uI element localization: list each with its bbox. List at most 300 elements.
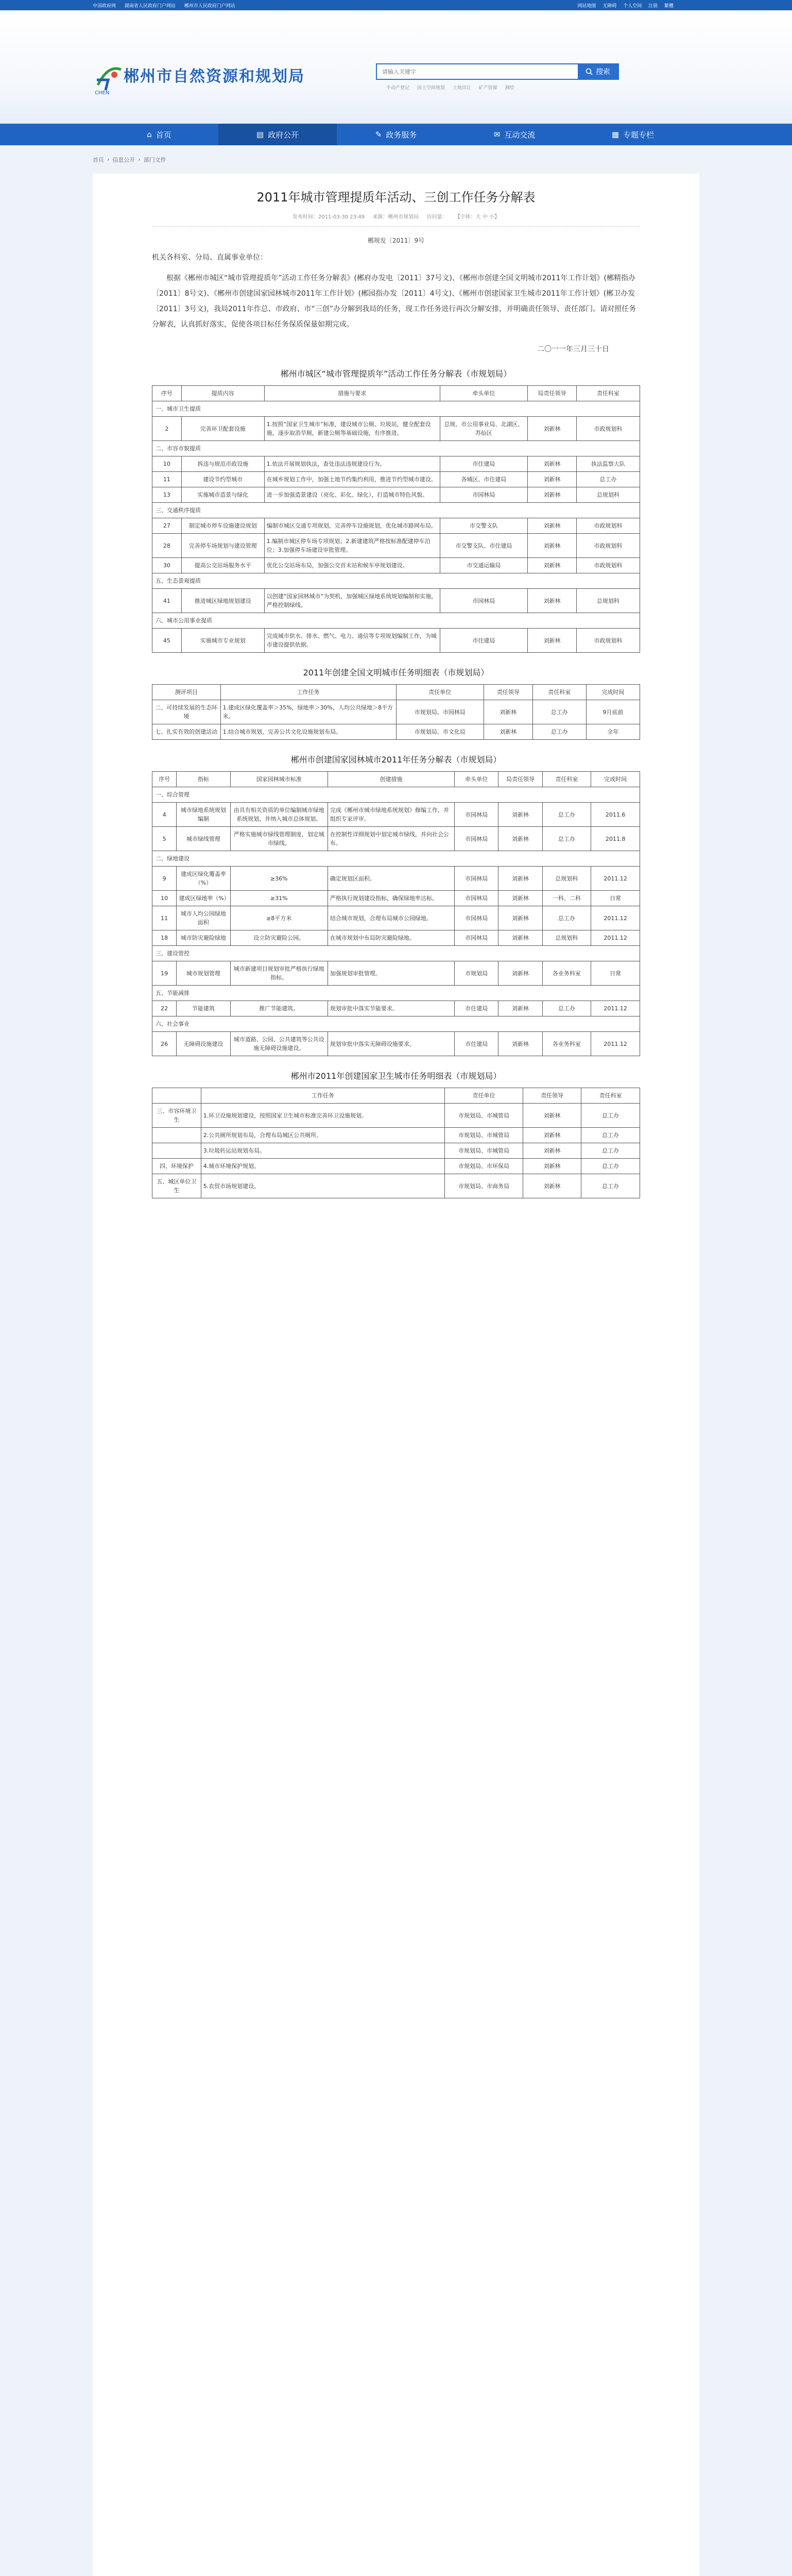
column-header: 责任单位: [396, 685, 484, 700]
table-cell: 拆违与规范市政设施: [181, 456, 264, 472]
table-cell: 日常: [591, 961, 640, 986]
table-cell: 41: [152, 589, 182, 613]
table-row: [152, 456, 640, 472]
table-cell: 市园林局: [455, 827, 498, 851]
table-cell: 刘新林: [498, 1001, 542, 1016]
table-row: [152, 930, 640, 946]
table-row: [152, 700, 640, 724]
table-cell: 刘新林: [528, 558, 577, 573]
table-cell: 总工办: [581, 1104, 640, 1128]
table1: [152, 385, 640, 653]
section-row: [152, 441, 640, 456]
nav-topics[interactable]: [574, 124, 692, 145]
table-cell: 由具有相关资质的单位编制城市绿地系统规划，并纳入城市总体规划。: [230, 803, 328, 827]
table-cell: 18: [152, 930, 177, 946]
column-header: 测评项目: [152, 685, 221, 700]
table-cell: 10: [152, 891, 177, 906]
table-cell: 10: [152, 456, 182, 472]
table-cell: 总规划科: [542, 867, 591, 891]
main-nav: [0, 124, 792, 145]
table-row: [152, 629, 640, 653]
table-cell: 总工办: [581, 1174, 640, 1198]
nav-label: 政府公开: [268, 130, 299, 140]
publish-time: 发布时间：2011-03-30 23:49: [292, 214, 365, 220]
table-cell: 总规、市公用事业局、北湖区、苏仙区: [440, 417, 527, 441]
table-cell: 2011.8: [591, 827, 640, 851]
nav-label: 政务服务: [386, 130, 417, 140]
table-cell: 确定规划区面积。: [328, 867, 454, 891]
breadcrumb-current[interactable]: 部门文件: [143, 156, 166, 163]
column-header: 责任单位: [445, 1088, 523, 1104]
table-cell: 总规划科: [542, 930, 591, 946]
table-row: [152, 558, 640, 573]
table-cell: 市规划局、市城管局: [445, 1104, 523, 1128]
table-cell: 刘新林: [528, 629, 577, 653]
table-cell: 市规划局: [455, 961, 498, 986]
table-cell: 刘新林: [498, 1032, 542, 1056]
table-cell: 9: [152, 867, 177, 891]
table-cell: 5: [152, 827, 177, 851]
table-cell: 刘新林: [498, 827, 542, 851]
table-cell: 2011.12: [591, 867, 640, 891]
table-row: [152, 906, 640, 930]
section-row: [152, 503, 640, 518]
view-count: 访问量：: [426, 214, 447, 220]
table-cell: 市规划局、市园林局: [396, 700, 484, 724]
breadcrumb: [0, 145, 792, 174]
table-row: [152, 1001, 640, 1016]
table-cell: 市住建局: [440, 456, 527, 472]
breadcrumb-info[interactable]: 信息公开: [112, 156, 135, 163]
table-cell: 11: [152, 472, 182, 487]
column-header: 牵头单位: [440, 386, 527, 401]
section-cell: 五、生态景观提质: [152, 573, 640, 589]
table-cell: 各业务科室: [542, 961, 591, 986]
table-cell: 总工办: [532, 724, 586, 740]
table-cell: 总工办: [581, 1143, 640, 1159]
table4: [152, 1088, 640, 1198]
logo-sub-text: CHEN: [95, 90, 110, 95]
table-cell: 总工办: [542, 1001, 591, 1016]
section-cell: 二、绿地建设: [152, 851, 640, 867]
site-title[interactable]: 郴州市自然资源和规划局: [124, 67, 305, 86]
table-cell: 市园林局: [455, 930, 498, 946]
table-cell: 严格执行规划建设指标，确保绿地率达标。: [328, 891, 454, 906]
column-header: 指标: [177, 772, 230, 787]
table-cell: 制定城市停车设施建设规划: [181, 518, 264, 534]
table-cell: 城市新建项目规划审批严格执行绿地指标。: [230, 961, 328, 986]
table-cell: 市住建局: [440, 629, 527, 653]
table-row: [152, 472, 640, 487]
section-row: [152, 787, 640, 803]
table-cell: ≥31%: [230, 891, 328, 906]
table-cell: 总规划科: [576, 589, 640, 613]
table-cell: 城市绿线管理: [177, 827, 230, 851]
table-cell: 城市绿地系统规划编制: [177, 803, 230, 827]
table-cell: 1.按照“国家卫生城市”标准，建设城市公厕、垃圾站，健全配套设施，逐步取消旱厕，新建公厕等基础设施，有序推进。: [264, 417, 440, 441]
table-cell: 实施城市专业规划: [181, 629, 264, 653]
column-header: 序号: [152, 772, 177, 787]
table-cell: 二、可持续发展的生态环境: [152, 700, 221, 724]
table-cell: 市园林局: [455, 803, 498, 827]
table-cell: 刘新林: [523, 1174, 581, 1198]
document-number: 郴规发〔2011〕9号: [367, 237, 425, 244]
nav-services[interactable]: [337, 124, 455, 145]
section-cell: 二、市容市貌提质: [152, 441, 640, 456]
table-cell: 总工办: [581, 1128, 640, 1143]
personal-space-link[interactable]: 个人空间: [623, 3, 642, 9]
table-header-row: [152, 772, 640, 787]
table-cell: 19: [152, 961, 177, 986]
table-cell: 四、环境保护: [152, 1159, 201, 1174]
top-link[interactable]: 中国政府网: [93, 3, 116, 9]
column-header: 责任科室: [542, 772, 591, 787]
column-header: 责任科室: [576, 386, 640, 401]
table-cell: 刘新林: [523, 1104, 581, 1128]
table-cell: ≥8平方米: [230, 906, 328, 930]
table-cell: 13: [152, 487, 182, 503]
table-cell: 市政规划科: [576, 534, 640, 558]
table-cell: 实施城市造景与绿化: [181, 487, 264, 503]
column-header: 牵头单位: [455, 772, 498, 787]
table-cell: 总规划科: [576, 487, 640, 503]
document-icon: ▤: [256, 130, 264, 139]
section-cell: 五、节能减排: [152, 986, 640, 1001]
table-cell: 提高公交站场服务水平: [181, 558, 264, 573]
table-cell: 刘新林: [484, 700, 532, 724]
table-cell: 22: [152, 1001, 177, 1016]
hot-words: [386, 84, 521, 91]
section-cell: 六、社会事业: [152, 1016, 640, 1032]
traditional-chinese-link[interactable]: 繁體: [664, 3, 674, 9]
table1-title: 郴州市城区“城市管理提质年”活动工作任务分解表（市规划局）: [280, 369, 512, 379]
table-cell: 市规划局、市商务局: [445, 1174, 523, 1198]
table-cell: 总工办: [542, 906, 591, 930]
table-cell: 完善停车场规划与建设管理: [181, 534, 264, 558]
font-size-switch[interactable]: 【字体：大 中 小】: [455, 214, 500, 220]
table-cell: [152, 1128, 201, 1143]
table-cell: 2011.6: [591, 803, 640, 827]
table-cell: 市规划局、市文化局: [396, 724, 484, 740]
table-row: [152, 487, 640, 503]
article-source: 来源：郴州市规划局: [372, 214, 419, 220]
table-cell: 1.建成区绿化覆盖率＞35%，绿地率＞30%，人均公共绿地＞8平方米。: [220, 700, 396, 724]
table-cell: 2011.12: [591, 1032, 640, 1056]
section-cell: 三、建设管控: [152, 946, 640, 961]
table-cell: 5.农贸市场规划建设。: [201, 1174, 445, 1198]
table-cell: 刘新林: [523, 1128, 581, 1143]
table3: [152, 771, 640, 1056]
table-cell: 市政规划科: [576, 417, 640, 441]
table-row: [152, 867, 640, 891]
table-row: [152, 1128, 640, 1143]
table-cell: 推进城区绿地规划建设: [181, 589, 264, 613]
column-header: 提质内容: [181, 386, 264, 401]
table-cell: 刘新林: [528, 534, 577, 558]
table-cell: 市政规划科: [576, 629, 640, 653]
table-cell: 建成区绿化覆盖率（%）: [177, 867, 230, 891]
table-header-row: [152, 685, 640, 700]
section-row: [152, 401, 640, 417]
table-row: [152, 961, 640, 986]
table-cell: 4: [152, 803, 177, 827]
grid-icon: ▦: [611, 130, 619, 139]
search-icon: [586, 68, 593, 75]
table-cell: 刘新林: [528, 589, 577, 613]
hot-word[interactable]: 国土空间规划: [417, 86, 445, 91]
table-cell: 1.结合城市规划，完善公共文化设施规划布局。: [220, 724, 396, 740]
table-row: [152, 803, 640, 827]
article-panel: [93, 174, 699, 2576]
table-cell: 节能建筑: [177, 1001, 230, 1016]
table-row: [152, 589, 640, 613]
table-cell: 七、扎实有效的创建活动: [152, 724, 221, 740]
table-cell: 全年: [586, 724, 640, 740]
table-row: [152, 1143, 640, 1159]
table-cell: 市交通运输局: [440, 558, 527, 573]
table-cell: 规划审批中落实节能要求。: [328, 1001, 454, 1016]
table-cell: 市园林局: [455, 891, 498, 906]
table-header-row: [152, 386, 640, 401]
site-logo-icon[interactable]: [93, 59, 124, 95]
table2-title: 2011年创建全国文明城市任务明细表（市规划局）: [303, 668, 489, 677]
table-cell: 优化公交站场布局，加强公交首末站和候车亭规划建设。: [264, 558, 440, 573]
accessibility-link[interactable]: 无障碍: [602, 3, 617, 9]
table-cell: 推广节能建筑。: [230, 1001, 328, 1016]
article-meta: [152, 212, 640, 227]
table-cell: 市园林局: [440, 487, 527, 503]
nav-label: 首页: [156, 130, 171, 140]
site-header: [0, 10, 792, 124]
table-cell: 设立防灾避险公园。: [230, 930, 328, 946]
nav-home[interactable]: [100, 124, 218, 145]
table-row: [152, 1032, 640, 1056]
table-cell: 刘新林: [528, 417, 577, 441]
table-cell: 刘新林: [498, 961, 542, 986]
section-cell: 三、交通秩序提质: [152, 503, 640, 518]
article-body: 根据《郴州市城区“城市管理提质年”活动工作任务分解表》(郴府办发电〔2011〕37号文)、《郴州市创建全国文明城市2011年工作计划》(郴精指办〔2011〕8号文)、《郴州市创建国家园林城市2011年工作计划》(郴园指办发〔2011〕4号文)、《郴州市创建国家卫生城市2011年工作计划》(郴卫办发〔2011〕3号文)，我局2011年作总、市政府、市“三创”办分解到我局的任务，现工作任务进行再次分解安排，并明确责任领导、责任部门。请对照任务分解表，认真抓好落实，促使各项目标任务保质保量如期完成。: [152, 274, 636, 329]
table-cell: 市规划局、市城管局: [445, 1128, 523, 1143]
column-header: 完成时间: [586, 685, 640, 700]
column-header: 工作任务: [220, 685, 396, 700]
table-cell: 结合城市规划，合理布局城市公园绿地。: [328, 906, 454, 930]
table-cell: 完善环卫配套设施: [181, 417, 264, 441]
table-cell: 市规划局、市城管局: [445, 1143, 523, 1159]
section-row: [152, 613, 640, 629]
table-cell: 刘新林: [498, 891, 542, 906]
table-cell: 城市人均公园绿地面积: [177, 906, 230, 930]
table-cell: 总工办: [542, 803, 591, 827]
table-cell: 执法监察大队: [576, 456, 640, 472]
column-header: 责任科室: [532, 685, 586, 700]
breadcrumb-sep: ›: [138, 156, 141, 163]
table-cell: 市交警支队: [440, 518, 527, 534]
table-cell: 9月底前: [586, 700, 640, 724]
section-row: [152, 1016, 640, 1032]
table-cell: 各业务科室: [542, 1032, 591, 1056]
table-cell: 2011.12: [591, 1001, 640, 1016]
breadcrumb-home[interactable]: 首页: [93, 156, 104, 163]
table-cell: 城市道路、公园、公共建筑等公共设施无障碍设施建设。: [230, 1032, 328, 1056]
column-header: 局责任领导: [498, 772, 542, 787]
table-cell: 刘新林: [523, 1143, 581, 1159]
nav-interaction[interactable]: [455, 124, 574, 145]
section-row: [152, 851, 640, 867]
table-cell: 建设节约型城市: [181, 472, 264, 487]
top-links-right: [572, 2, 674, 9]
article-title: 2011年城市管理提质年活动、三创工作任务分解表: [256, 190, 536, 205]
table-row: [152, 534, 640, 558]
section-cell: 一、综合管理: [152, 787, 640, 803]
table-cell: 严格实施城市绿线管理制度，划定城市绿线。: [230, 827, 328, 851]
table-cell: 27: [152, 518, 182, 534]
salutation: 机关各科室、分局、直属事业单位：: [152, 253, 267, 262]
register-link[interactable]: 注册: [648, 3, 658, 9]
table-cell: 2011.12: [591, 930, 640, 946]
table-row: [152, 891, 640, 906]
table-cell: 刘新林: [498, 906, 542, 930]
table-cell: 4.城市环境保护规划。: [201, 1159, 445, 1174]
table-cell: 进一步加强造景建设（亮化、彩化、绿化），打造城市特色风貌。: [264, 487, 440, 503]
table-cell: 无障碍设施建设: [177, 1032, 230, 1056]
top-links-left: [93, 2, 243, 9]
nav-label: 专题专栏: [623, 130, 655, 140]
table-cell: 市园林局: [455, 867, 498, 891]
service-icon: ✎: [375, 130, 382, 139]
table-cell: 市政规划科: [576, 518, 640, 534]
column-header: 责任领导: [484, 685, 532, 700]
table-header-row: [152, 1088, 640, 1104]
table-cell: ≥36%: [230, 867, 328, 891]
table-cell: 45: [152, 629, 182, 653]
table-cell: 刘新林: [498, 930, 542, 946]
section-cell: 六、城市公用事业提质: [152, 613, 640, 629]
table-cell: 编制市城区交通专项规划，完善停车设施规划，优化城市路网布局。: [264, 518, 440, 534]
table-row: [152, 724, 640, 740]
table-cell: 11: [152, 906, 177, 930]
column-header: [152, 1088, 201, 1104]
table-cell: 在城乡规划工作中，加强土地节约集约利用，推进节约型城市建设。: [264, 472, 440, 487]
table2: [152, 684, 640, 740]
table-cell: 1.编制市城区停车场专项规划；2.新建建筑严格按标准配建停车泊位；3.加强停车场建设审批管理。: [264, 534, 440, 558]
table-cell: 30: [152, 558, 182, 573]
table-cell: 刘新林: [528, 518, 577, 534]
column-header: 完成时间: [591, 772, 640, 787]
table-cell: 市住建局: [455, 1032, 498, 1056]
table-cell: 总工办: [581, 1159, 640, 1174]
table-cell: 一科、二科: [542, 891, 591, 906]
table-cell: 完成《郴州市城市绿地系统规划》修编工作，并组织专家评审。: [328, 803, 454, 827]
table-cell: 3.垃圾转运站规划布局。: [201, 1143, 445, 1159]
table-cell: 完成城市供水、排水、燃气、电力、通信等专项规划编制工作，为城市建设提供依据。: [264, 629, 440, 653]
hot-word[interactable]: 测绘: [505, 86, 514, 91]
search-box: [376, 63, 619, 80]
section-cell: 一、城市卫生提质: [152, 401, 640, 417]
nav-label: 互动交流: [504, 130, 536, 140]
nav-gov-open[interactable]: [218, 124, 337, 145]
table-cell: 总工办: [532, 700, 586, 724]
table-row: [152, 417, 640, 441]
table-cell: 规划审批中落实无障碍设施要求。: [328, 1032, 454, 1056]
table-cell: 26: [152, 1032, 177, 1056]
table-cell: 2011.12: [591, 906, 640, 930]
table-row: [152, 1104, 640, 1128]
table-cell: 刘新林: [528, 487, 577, 503]
table-cell: 2.公共厕所规划布局，合理布局城区公共厕所。: [201, 1128, 445, 1143]
table-cell: 五、城区单位卫生: [152, 1174, 201, 1198]
table-cell: 总工办: [576, 472, 640, 487]
top-link[interactable]: 湖南省人民政府门户网站: [124, 3, 176, 9]
chat-icon: ✉: [493, 130, 501, 139]
hot-word[interactable]: 矿产资源: [478, 86, 497, 91]
table-cell: 刘新林: [523, 1159, 581, 1174]
top-link[interactable]: 郴州市人民政府门户网站: [184, 3, 235, 9]
document-date: 二〇一一年三月三十日: [537, 345, 609, 353]
table-cell: 日常: [591, 891, 640, 906]
table-cell: 28: [152, 534, 182, 558]
table-cell: 刘新林: [498, 867, 542, 891]
table-row: [152, 518, 640, 534]
table-cell: 城市规划管理: [177, 961, 230, 986]
table-cell: 2: [152, 417, 182, 441]
table-cell: 加强规划审批管理。: [328, 961, 454, 986]
top-bar: [0, 0, 792, 10]
search-input[interactable]: [377, 64, 578, 79]
column-header: 创建措施: [328, 772, 454, 787]
table-cell: 城市防灾避险绿地: [177, 930, 230, 946]
table-cell: 三、市容环境卫生: [152, 1104, 201, 1128]
sitemap-link[interactable]: 网站地图: [577, 3, 596, 9]
table-cell: 建成区绿地率（%）: [177, 891, 230, 906]
table-cell: 刘新林: [528, 472, 577, 487]
search-button[interactable]: [578, 64, 618, 79]
table-cell: 总工办: [542, 827, 591, 851]
breadcrumb-sep: ›: [107, 156, 110, 163]
table-cell: 市园林局: [455, 906, 498, 930]
section-row: [152, 946, 640, 961]
table-cell: 市住建局: [455, 1001, 498, 1016]
table-cell: 市规划局、市环保局: [445, 1159, 523, 1174]
table-cell: 刘新林: [484, 724, 532, 740]
column-header: 国家园林城市标准: [230, 772, 328, 787]
table-cell: 1.依法开展规划执法，查处违法违规建设行为。: [264, 456, 440, 472]
table-cell: [152, 1143, 201, 1159]
column-header: 责任领导: [523, 1088, 581, 1104]
section-row: [152, 573, 640, 589]
column-header: 措施与要求: [264, 386, 440, 401]
table-cell: 刘新林: [498, 803, 542, 827]
table-cell: 市政规划科: [576, 558, 640, 573]
table-row: [152, 827, 640, 851]
table4-title: 郴州市2011年创建国家卫生城市任务明细表（市规划局）: [290, 1071, 502, 1081]
home-icon: ⌂: [147, 130, 152, 139]
table-cell: 市园林局: [440, 589, 527, 613]
hot-word[interactable]: 不动产登记: [386, 86, 410, 91]
column-header: 局责任领导: [528, 386, 577, 401]
column-header: 序号: [152, 386, 182, 401]
table-cell: 各城区、市住建局: [440, 472, 527, 487]
hot-word[interactable]: 土地出让: [452, 86, 471, 91]
search-button-label: 搜索: [596, 68, 610, 76]
column-header: 责任科室: [581, 1088, 640, 1104]
table-cell: 在控制性详细规划中划定城市绿线，并向社会公布。: [328, 827, 454, 851]
table-cell: 在城市规划中布局防灾避险绿地。: [328, 930, 454, 946]
table-row: [152, 1159, 640, 1174]
table-cell: 刘新林: [528, 456, 577, 472]
section-row: [152, 986, 640, 1001]
table-cell: 以创建“国家园林城市”为契机，加强城区绿地系统规划编制和实施，严格控制绿线。: [264, 589, 440, 613]
column-header: 工作任务: [201, 1088, 445, 1104]
